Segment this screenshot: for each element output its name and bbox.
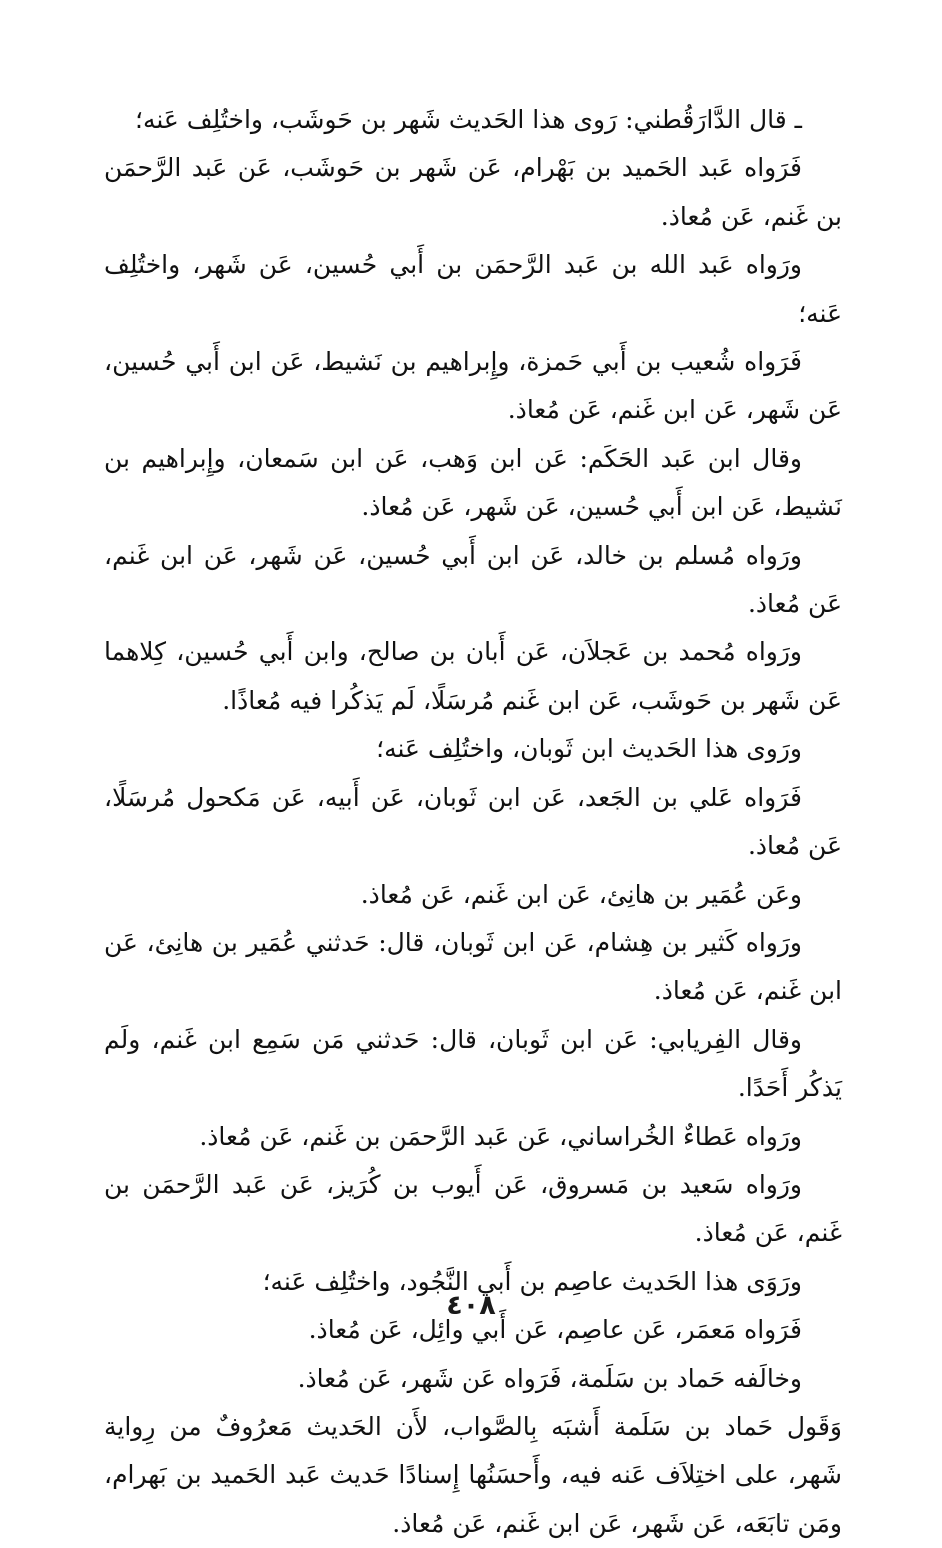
paragraph-16: فَرَواه مَعمَر، عَن عاصِم، عَن أَبي وائِل، عَن مُعاذ. (308, 1315, 802, 1345)
paragraph-11: ورَواه كَثير بن هِشام، عَن ابن ثَوبان، قال: حَدثني عُمَير بن هانِئ، عَن ابن غَنم، عَن مُعاذ. (104, 927, 842, 1006)
paragraph-18: وَقَول حَماد بن سَلَمة أَشبَه بِالصَّواب، لأَن الحَديث مَعرُوفٌ من رِواية شَهر، على اختِلاَف عَنه فيه، وأَحسَنُها إِسنادًا حَديث عَبد الحَميد بن بَهرام، ومَن تابَعَه، عَن شَهر، عَن ابن غَنم، عَن مُعاذ. (104, 1411, 842, 1538)
paragraph-10: وعَن عُمَير بن هانِئ، عَن ابن غَنم، عَن مُعاذ. (360, 879, 802, 909)
paragraph-2: فَرَواه عَبد الحَميد بن بَهْرام، عَن شَهر بن حَوشَب، عَن عَبد الرَّحمَن بن غَنم، عَن مُعاذ. (104, 153, 842, 231)
paragraph-4: فَرَواه شُعيب بن أَبي حَمزة، وإِبراهيم بن نَشيط، عَن ابن أَبي حُسين، عَن شَهر، عَن ابن غَنم، عَن مُعاذ. (104, 347, 842, 425)
hadith-commentary-text (104, 96, 842, 1548)
paragraph-9: فَرَواه عَلي بن الجَعد، عَن ابن ثَوبان، عَن أَبيه، عَن مَكحول مُرسَلًا، عَن مُعاذ. (104, 782, 842, 861)
paragraph-3: ورَواه عَبد الله بن عَبد الرَّحمَن بن أَبي حُسين، عَن شَهر، واختُلِف عَنه؛ (104, 250, 842, 328)
paragraph-8: ورَوى هذا الحَديث ابن ثَوبان، واختُلِف عَنه؛ (376, 734, 802, 764)
paragraph-12: وقال الفِريابي: عَن ابن ثَوبان، قال: حَدثني مَن سَمِع ابن غَنم، ولَم يَذكُر أَحَدًا. (104, 1024, 842, 1103)
paragraph-13: ورَواه عَطاءٌ الخُراساني، عَن عَبد الرَّحمَن بن غَنم، عَن مُعاذ. (199, 1121, 802, 1151)
paragraph-15: ورَوَى هذا الحَديث عاصِم بن أَبي النَّجُود، واختُلِف عَنه؛ (262, 1266, 802, 1296)
paragraph-17: وخالَفه حَماد بن سَلَمة، فَرَواه عَن شَهر، عَن مُعاذ. (297, 1363, 802, 1393)
paragraph-7: ورَواه مُحمد بن عَجلاَن، عَن أَبان بن صالح، وابن أَبي حُسين، كِلاهما عَن شَهر بن حَوشَب، عَن ابن غَنم مُرسَلًا، لَم يَذكُرا فيه مُعاذًا. (104, 637, 842, 715)
paragraph-14: ورَواه سَعيد بن مَسروق، عَن أَيوب بن كُرَيز، عَن عَبد الرَّحمَن بن غَنم، عَن مُعاذ. (104, 1169, 842, 1248)
paragraph-5: وقال ابن عَبد الحَكَم: عَن ابن وَهب، عَن ابن سَمعان، وإِبراهيم بن نَشيط، عَن ابن أَبي حُسين، عَن شَهر، عَن مُعاذ. (104, 443, 842, 522)
paragraph-6: ورَواه مُسلم بن خالد، عَن ابن أَبي حُسين، عَن شَهر، عَن ابن غَنم، عَن مُعاذ. (104, 540, 842, 619)
page-number: ٤٠٨ (446, 1290, 496, 1321)
paragraph-1: ـ قال الدَّارَقُطني: رَوى هذا الحَديث شَهر بن حَوشَب، واختُلِف عَنه؛ (135, 105, 802, 134)
